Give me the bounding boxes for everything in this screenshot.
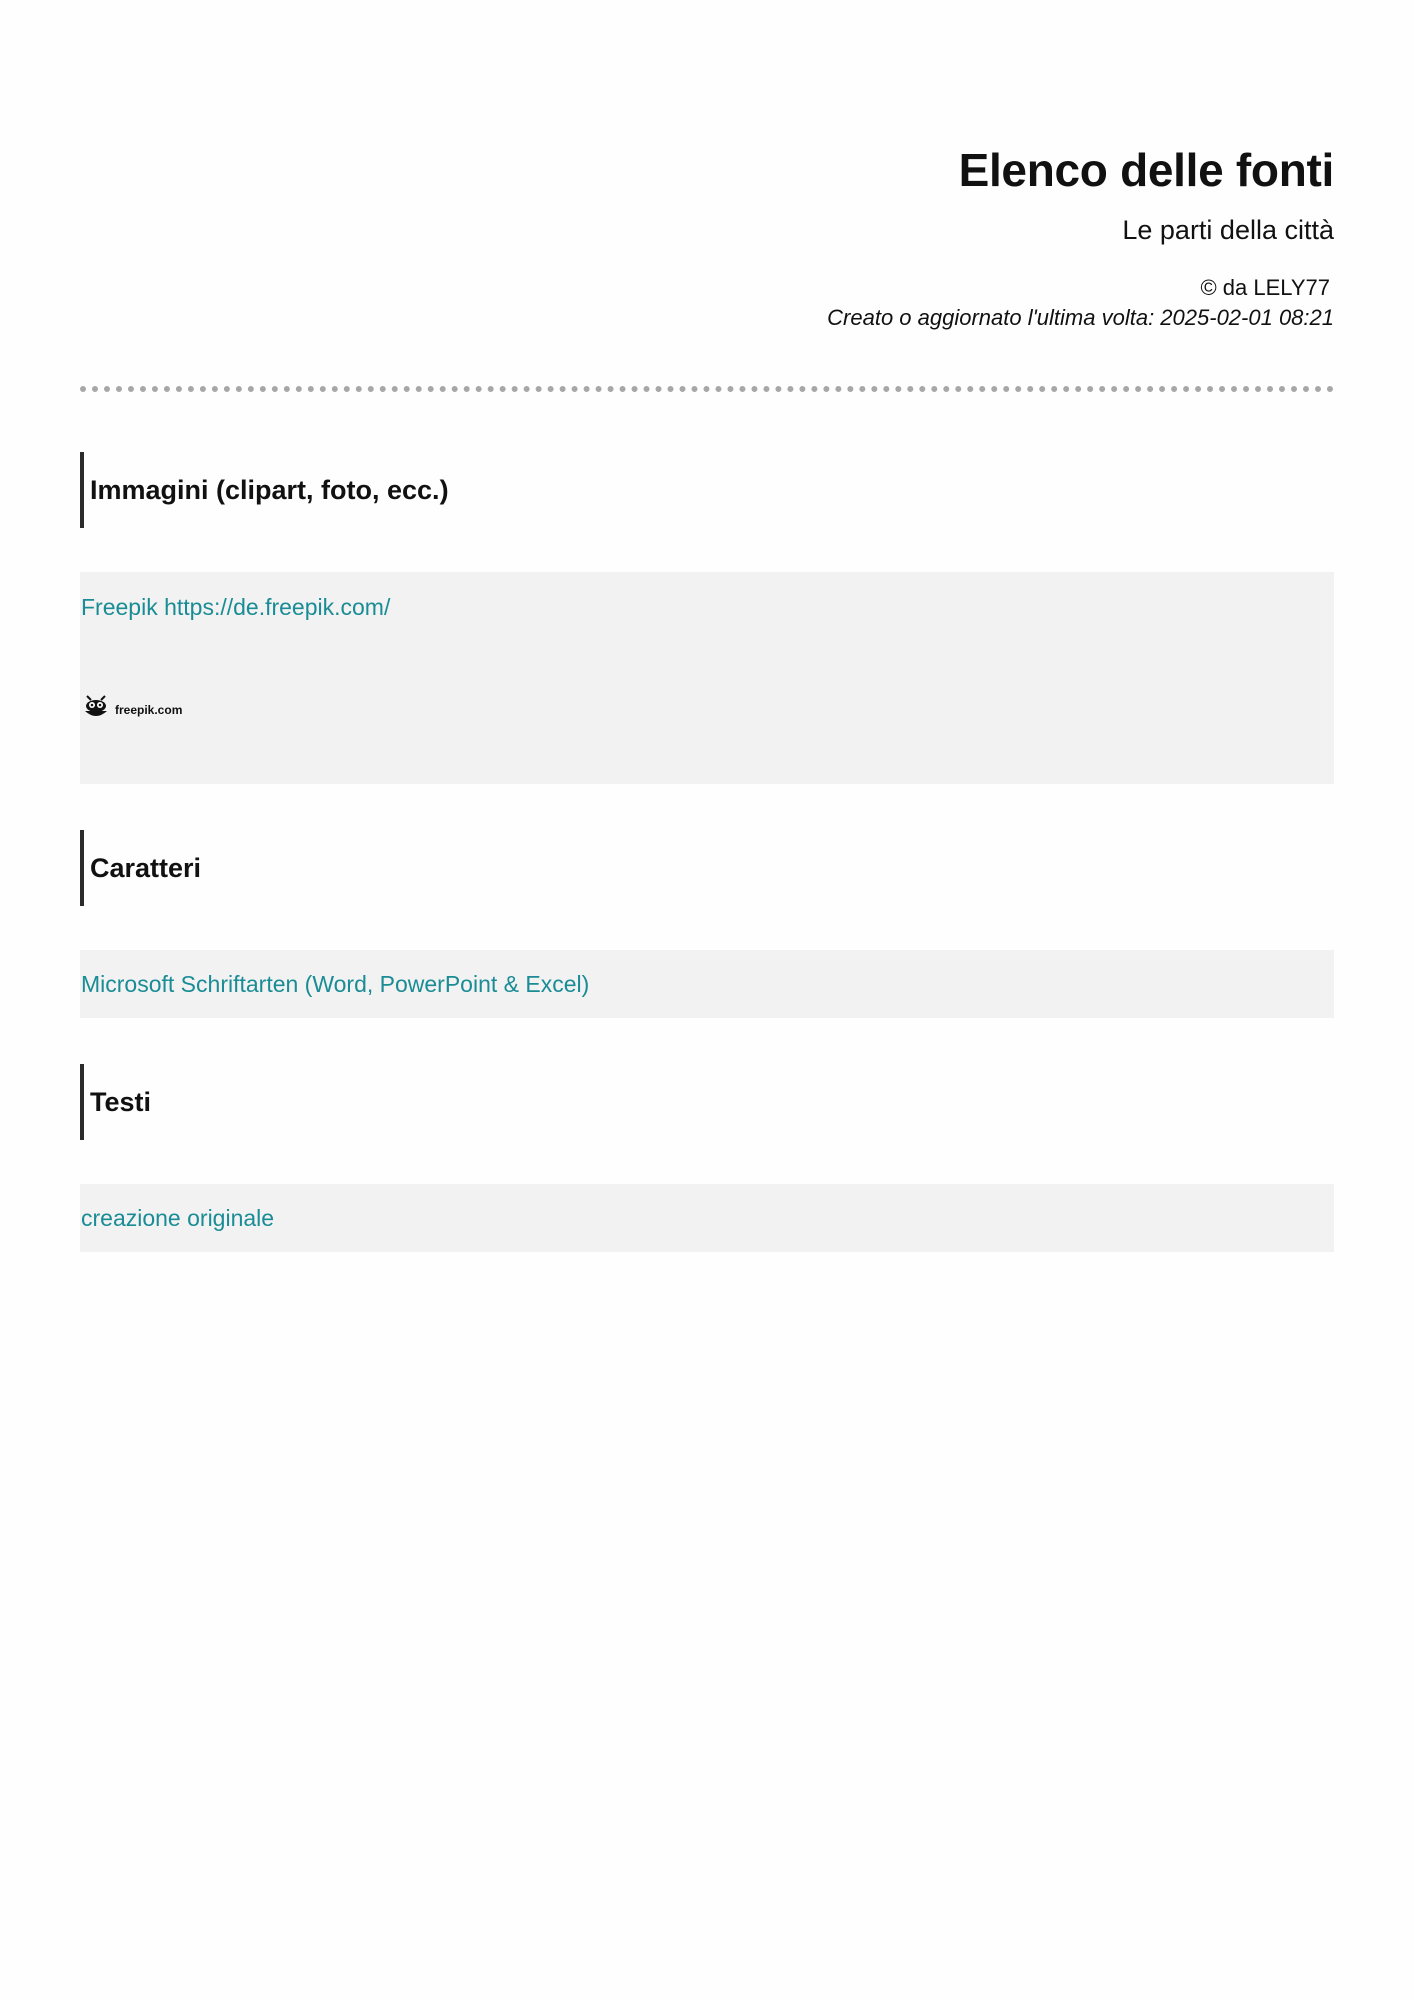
source-link-microsoft-fonts[interactable]: Microsoft Schriftarten (Word, PowerPoint & Excel) bbox=[81, 971, 590, 997]
section-box-fonts bbox=[80, 950, 1334, 1018]
document-header bbox=[334, 140, 1334, 332]
source-link-freepik[interactable]: Freepik https://de.freepik.com/ bbox=[81, 594, 391, 620]
freepik-mascot-icon bbox=[81, 692, 111, 727]
page-title: Elenco delle fonti bbox=[958, 144, 1334, 196]
author-credit: © da LELY77 bbox=[1200, 275, 1330, 300]
section-heading-fonts: Caratteri bbox=[80, 830, 1334, 906]
last-updated-note: Creato o aggiornato l'ultima volta: 2025-02-01 08:21 bbox=[827, 305, 1334, 330]
freepik-logo bbox=[81, 692, 182, 727]
page-subtitle: Le parti della città bbox=[1122, 215, 1334, 245]
section-heading-images: Immagini (clipart, foto, ecc.) bbox=[80, 452, 1334, 528]
section-box-images bbox=[80, 572, 1334, 784]
section-box-texts bbox=[80, 1184, 1334, 1252]
section-heading-texts: Testi bbox=[80, 1064, 1334, 1140]
source-link-original-creation[interactable]: creazione originale bbox=[81, 1205, 275, 1231]
freepik-logo-text: freepik.com bbox=[115, 702, 183, 717]
header-divider bbox=[80, 386, 1334, 392]
